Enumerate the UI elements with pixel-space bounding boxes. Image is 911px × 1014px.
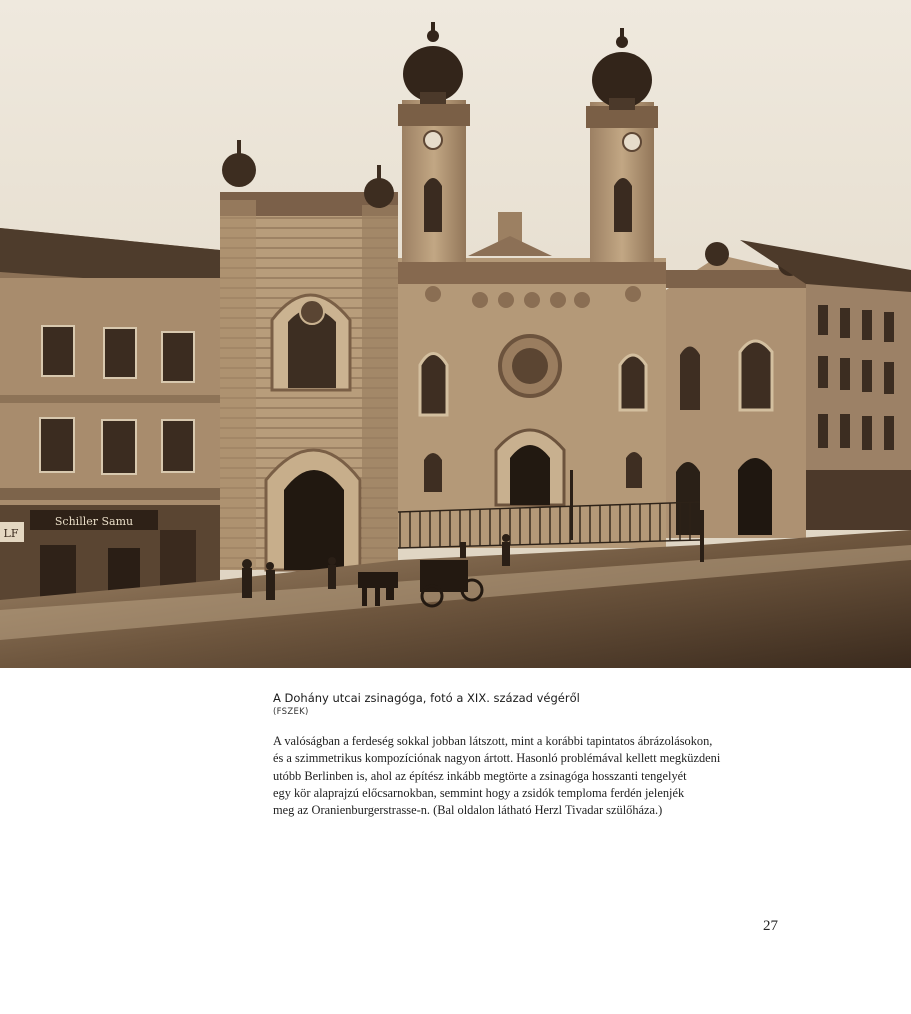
caption-title: A Dohány utcai zsinagóga, fotó a XIX. század végéről bbox=[273, 691, 580, 705]
caption-source: (FSZEK) bbox=[273, 707, 309, 717]
body-line: utóbb Berlinben is, ahol az építész inkább megtörte a zsinagóga hosszanti tengelyét bbox=[273, 768, 687, 783]
left-building bbox=[0, 228, 220, 620]
left-tower bbox=[220, 140, 398, 570]
body-line: meg az Oranienburgerstrasse-n. (Bal oldalon látható Herzl Tivadar szülőháza.) bbox=[273, 803, 663, 818]
body-paragraph bbox=[273, 733, 773, 819]
shop-sign-left: LF bbox=[3, 527, 19, 540]
body-line: egy kör alaprajzú előcsarnokban, semmint hogy a zsidók temploma ferdén jelenjék bbox=[273, 785, 685, 800]
shop-sign: Schiller Samu bbox=[54, 515, 134, 528]
caption-block bbox=[273, 690, 773, 819]
right-wing bbox=[666, 242, 806, 538]
body-line: A valóságban a ferdeség sokkal jobban látszott, mint a korábbi tapintatos ábrázolásokon, bbox=[273, 734, 713, 748]
body-line: és a szimmetrikus kompozíciónak nagyon ártott. Hasonló problémával kellett megküzdeni bbox=[273, 751, 721, 766]
central-facade bbox=[398, 212, 666, 548]
page-number: 27 bbox=[763, 918, 778, 934]
